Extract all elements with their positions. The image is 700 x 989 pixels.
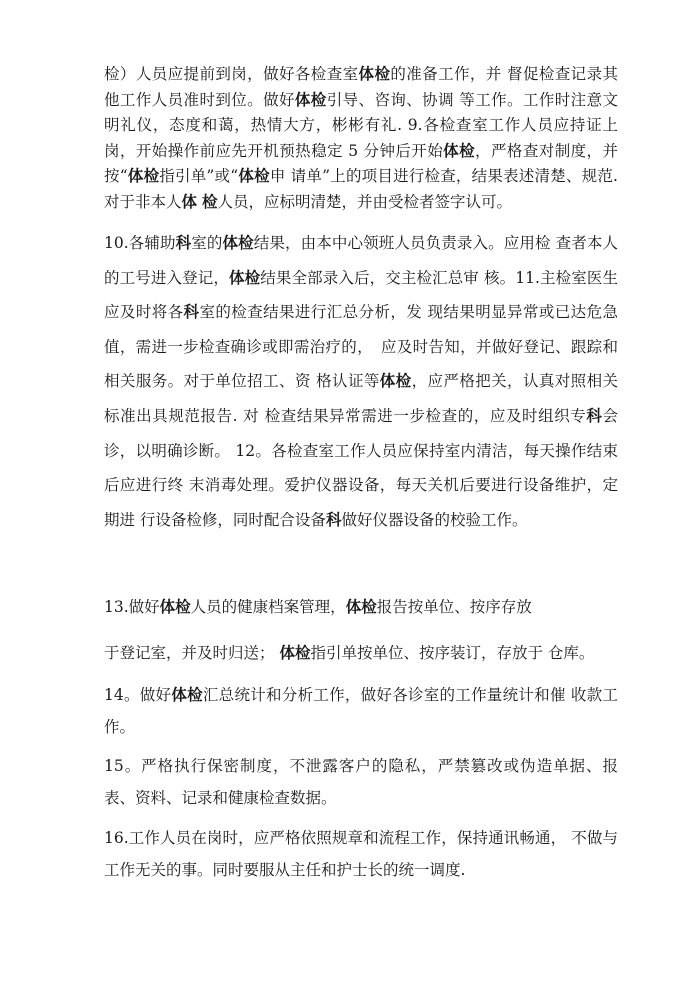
text-run: 会诊，以明确诊断。 12。各检查室工作人员应保持室内清洁，每天操作结束后应进行终 末消毒处理。爱护仪器设备，每天关机后要进行设备维护，定期进 行设备检修，同时配合设备: [104, 406, 618, 529]
text-run: 人员，应标明清楚，并由受检者签字认可。: [217, 192, 512, 211]
text-run: 13.做好: [104, 598, 160, 616]
bold-term: 体检: [238, 167, 270, 186]
text-run: 引导、咨询、协调 等工作。工作时注意文明礼仪，态度和蔼，热情大方，彬彬有礼. 9.各检查室工作人员应持证上岗，开始操作前应先开机预热稳定 5 分钟后开始: [104, 90, 618, 160]
bold-term: 体检: [379, 372, 412, 391]
paragraph-duty-13-line1: [104, 592, 618, 622]
text-run: 结果全部录入后，交主检汇总审 核。11.主检室医生应及时将各: [104, 268, 618, 322]
bold-term: 体检: [127, 167, 160, 186]
bold-term: 体检: [443, 141, 476, 160]
bold-term: 科: [325, 510, 342, 529]
text-run: 做好仪器设备的校验工作。: [341, 510, 528, 529]
bold-term: 体检: [358, 65, 391, 83]
bold-term: 体检: [228, 268, 261, 287]
paragraph-duty-16: [104, 822, 618, 886]
text-run: ，严格查对制度，并按“: [104, 141, 618, 186]
text-run: 15。严格执行保密制度，不泄露客户的隐私，严禁篡改或伪造单据、报表、资料、记录和健康检查数据。: [104, 757, 618, 807]
bold-term: 体: [181, 192, 198, 211]
bold-term: 体检: [294, 90, 327, 109]
text-run: 于登记室，并及时归送；: [104, 644, 280, 662]
text-run: 10.各辅助: [104, 234, 176, 252]
text-run: 指引单”或“: [159, 167, 239, 186]
bold-term: 体检: [279, 644, 311, 662]
bold-term: 体检: [171, 686, 203, 704]
bold-term: 体检: [159, 598, 191, 616]
text-run: 汇总统计和分析工作，做好各诊室的工作量统计和催 收款工作。: [104, 686, 618, 736]
text-run: 报告按单位、按序存放: [376, 598, 532, 616]
bold-term: 科: [175, 234, 192, 252]
bold-term: 科: [183, 303, 200, 322]
text-run: 申 请单”上的项目进行检查，结果表述清楚、规范. 对于非本人: [104, 167, 618, 211]
text-run: 人员的健康档案管理，: [190, 598, 346, 616]
bold-term: 体检: [345, 598, 377, 616]
text-run: 室的: [191, 234, 223, 252]
text-run: 的准备工作，并 督促检查记录其他工作人员准时到位。做好: [104, 65, 618, 109]
text-run: 室的检查结果进行汇总分析，发 现结果明显异常或已达危急值，需进一步检查确诊或即需治疗的， 应及时告知，并做好登记、跟踪和相关服务。对于单位招工、资 格认证等: [104, 303, 618, 391]
paragraph-duty-10-12: [104, 226, 618, 537]
bold-term: 体检: [222, 234, 254, 252]
paragraph-duty-9: [104, 62, 618, 216]
text-run: 14。做好: [104, 686, 172, 704]
paragraph-duty-14: [104, 679, 618, 743]
text-run: 16.工作人员在岗时，应严格依照规章和流程工作，保持通讯畅通， 不做与工作无关的事。同时要服从主任和护士长的统一调度.: [104, 829, 618, 879]
text-run: 指引单按单位、按序装订，存放于 仓库。: [310, 644, 595, 662]
paragraph-duty-13-line2: [104, 638, 618, 668]
text-run: ，应严格把关，认真对照相关标准出具规范报告. 对 检查结果异常需进一步检查的，应及时组织专: [104, 372, 618, 425]
text-run: 结果，由本中心领班人员负责录入。应用检 查者本人的工号进入登记，: [104, 234, 618, 287]
text-run: 检）人员应提前到岗，做好各检查室: [104, 65, 359, 83]
bold-term: 科: [586, 406, 603, 425]
bold-term: 检: [201, 192, 218, 211]
paragraph-duty-15: [104, 750, 618, 814]
